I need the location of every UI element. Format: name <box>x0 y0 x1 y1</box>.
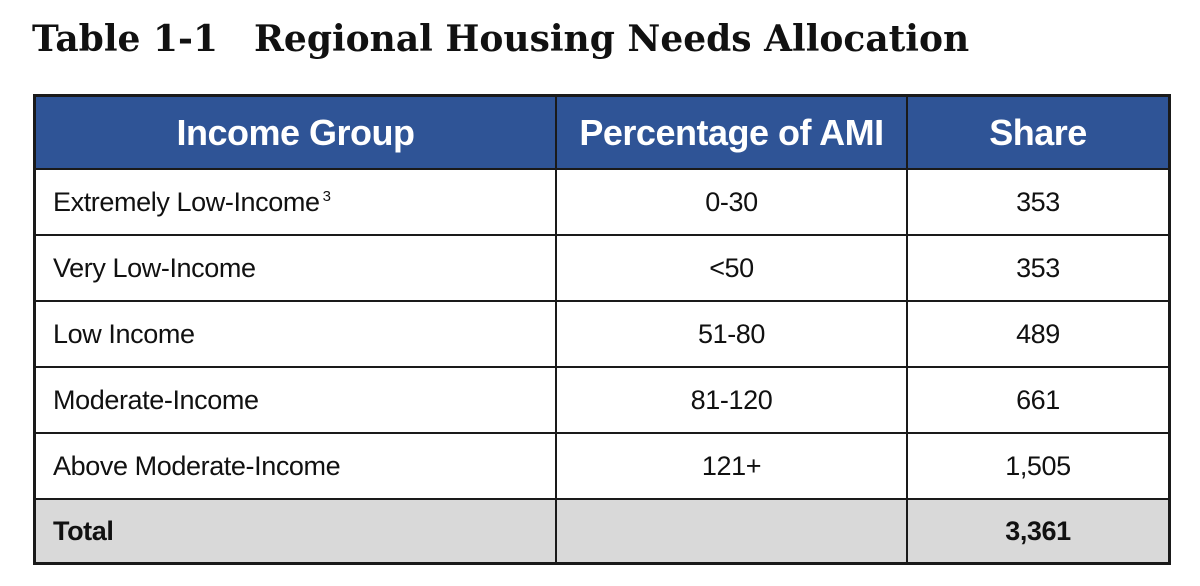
table-number: Table 1-1 <box>32 18 218 60</box>
table-row <box>36 235 1168 301</box>
ami-cell: 121+ <box>556 433 907 499</box>
table-row <box>36 367 1168 433</box>
housing-allocation-table <box>33 94 1171 565</box>
table-caption <box>32 14 969 64</box>
share-cell: 353 <box>907 235 1168 301</box>
ami-cell: <50 <box>556 235 907 301</box>
total-row <box>36 499 1168 562</box>
income-group-label: Extremely Low-Income <box>53 186 320 217</box>
share-cell: 661 <box>907 367 1168 433</box>
header-share: Share <box>907 97 1168 169</box>
ami-cell: 81-120 <box>556 367 907 433</box>
table-row <box>36 301 1168 367</box>
table-row <box>36 433 1168 499</box>
share-cell: 353 <box>907 169 1168 235</box>
share-cell: 1,505 <box>907 433 1168 499</box>
share-cell: 489 <box>907 301 1168 367</box>
income-group-cell: Very Low-Income <box>36 235 556 301</box>
footnote-marker: 3 <box>322 187 331 205</box>
income-group-cell: Above Moderate-Income <box>36 433 556 499</box>
header-row <box>36 97 1168 169</box>
income-group-cell: Low Income <box>36 301 556 367</box>
ami-cell: 51-80 <box>556 301 907 367</box>
total-label: Total <box>36 499 556 562</box>
total-ami-cell <box>556 499 907 562</box>
header-income-group: Income Group <box>36 97 556 169</box>
header-percentage-ami: Percentage of AMI <box>556 97 907 169</box>
table-row <box>36 169 1168 235</box>
total-share: 3,361 <box>907 499 1168 562</box>
ami-cell: 0-30 <box>556 169 907 235</box>
income-group-cell: Moderate-Income <box>36 367 556 433</box>
table-title: Regional Housing Needs Allocation <box>254 18 970 60</box>
income-group-cell <box>36 169 556 235</box>
